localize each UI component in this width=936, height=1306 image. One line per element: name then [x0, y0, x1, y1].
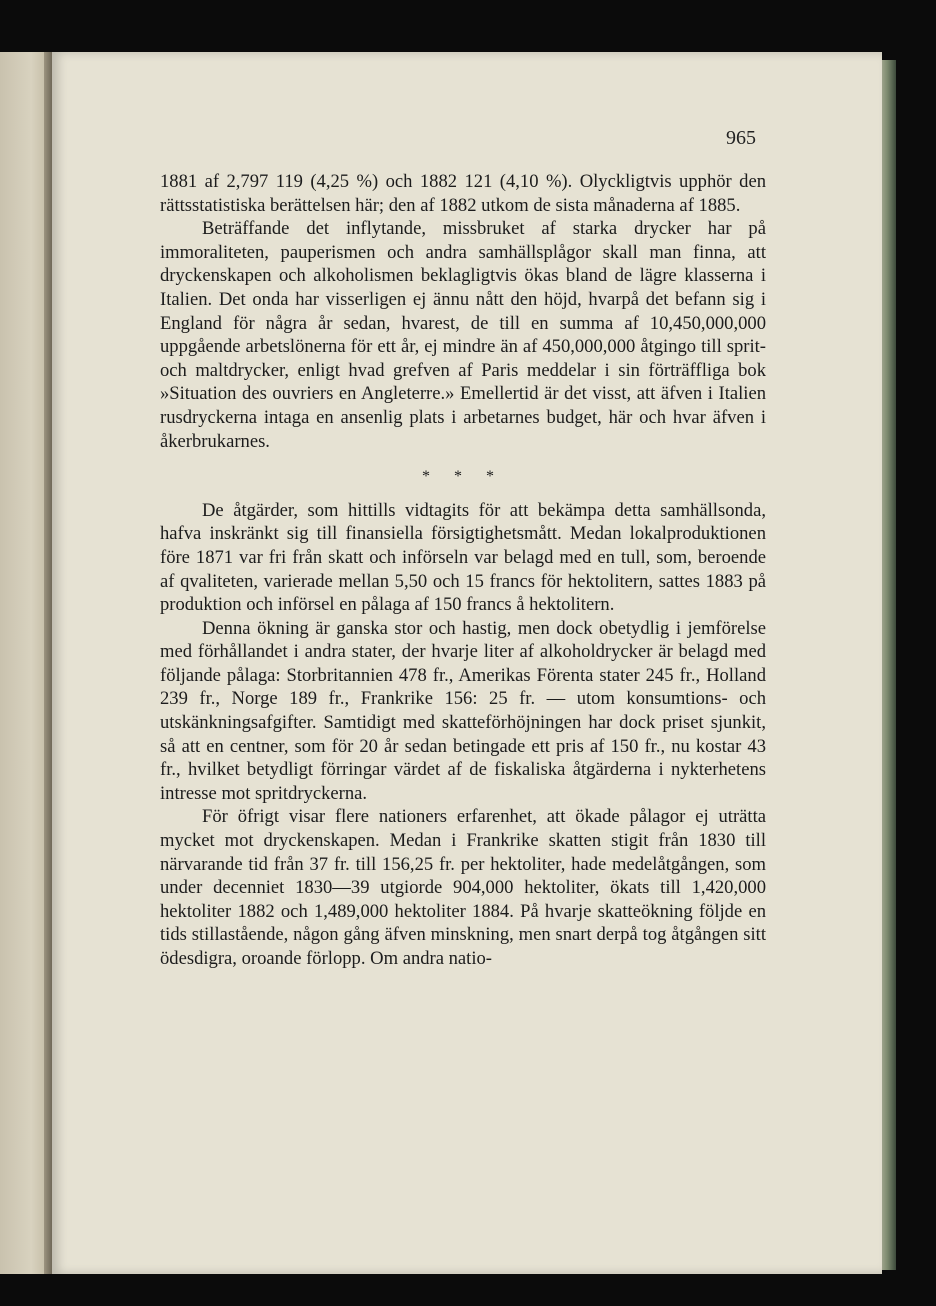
paragraph: Beträffande det inflytande, missbruket af starka drycker har på immoraliteten, pauperismen och andra samhällsplågor skall man finna, att dryckenskapen och alkoholismen beklagligtvis ökas bland de lägre klasserna i Italien. Det onda har visserligen ej ännu nått den höjd, hvarpå det befann sig i England för några år sedan, hvarest, de till en summa af 10,450,000,000 uppgående arbetslönerna för ett år, ej mindre än af 450,000,000 åtgingo till sprit- och maltdrycker, enligt hvad grefven af Paris meddelar i sin förträffliga bok »Situation des ouvriers en Angleterre.» Emellertid är det visst, att äfven i Italien rusdryckerna intaga en ansenlig plats i arbetarnes budget, här och hvar äfven i åkerbrukarnes.: [160, 218, 766, 452]
paragraph: För öfrigt visar flere nationers erfarenhet, att ökade pålagor ej uträtta mycket mot dryckenskapen. Medan i Frankrike skatten stigit från 1830 till närvarande tid från 37 fr. till 156,25 fr. per hektoliter, hade medelåtgången, som under decenniet 1830—39 utgiorde 904,000 hektoliter, ökats till 1,420,000 hektoliter 1882 och 1,489,000 hektoliter 1884. På hvarje skatteökning följde en tids stillastående, någon gång äfven minskning, men snart derpå tog åtgången sitt ödesdigra, oroande förlopp. Om andra natio-: [160, 806, 766, 969]
section-asterism: * * *: [422, 468, 504, 486]
paragraph: Denna ökning är ganska stor och hastig, men dock obetydlig i jemförelse med förhållandet i andra stater, der hvarje liter af alkoholdrycker är belagd med följande pålaga: Storbritannien 478 fr., Amerikas Förenta stater 245 fr., Holland 239 fr., Norge 189 fr., Frankrike 156: 25 fr. — utom konsumtions- och utskänkningsafgifter. Samtidigt med skatteförhöjningen har dock priset sjunkit, så att en centner, som för 20 år sedan betingade ett pris af 150 fr., nu kostar 43 fr., hvilket betydligt förringar värdet af de fiskaliska åtgärderna i nykterhetens intresse mot spritdryckerna.: [160, 617, 766, 804]
paragraph: 1881 af 2,797 119 (4,25 %) och 1882 121 (4,10 %). Olyckligtvis upphör den rättsstatistiska berättelsen här; den af 1882 utkom de sista månaderna af 1885.: [160, 171, 766, 216]
body-text: [160, 170, 766, 971]
previous-page-edge: [0, 52, 52, 1274]
paragraph: De åtgärder, som hittills vidtagits för att bekämpa detta samhällsonda, hafva inskränkt sig till finansiella försigtighetsmått. Medan lokalproduktionen före 1871 var fri från skatt och införseln var belagd med en tull, som, beroende af qvaliteten, varierade mellan 5,50 och 15 francs för hektolitern, sattes 1883 på produktion och införsel en pålaga af 150 francs å hektolitern.: [160, 499, 766, 616]
book-gutter: [44, 52, 52, 1274]
page-number: 965: [726, 127, 756, 149]
